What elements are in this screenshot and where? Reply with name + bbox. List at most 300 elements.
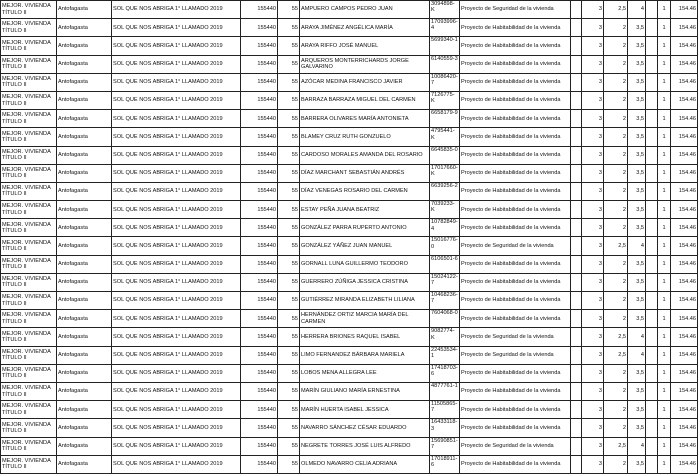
cell-n: 55 bbox=[278, 310, 300, 328]
cell-region: Antofagasta bbox=[57, 146, 112, 164]
cell-c3: 3,5 bbox=[628, 364, 646, 382]
cell-region: Antofagasta bbox=[57, 255, 112, 273]
cell-monto: 154.46 bbox=[671, 401, 698, 419]
table-row bbox=[1, 237, 698, 255]
cell-rut: 17018911-6 bbox=[430, 455, 460, 473]
cell-region: Antofagasta bbox=[57, 419, 112, 437]
cell-rut: 15690851-7 bbox=[430, 437, 460, 455]
cell-grupo: SOL QUE NOS ABRIGA 1° LLAMADO 2019 bbox=[112, 310, 241, 328]
cell-blank bbox=[646, 437, 658, 455]
cell-codigo: 155440 bbox=[241, 73, 278, 91]
cell-region: Antofagasta bbox=[57, 219, 112, 237]
cell-codigo: 155440 bbox=[241, 219, 278, 237]
cell-monto: 154.46 bbox=[671, 19, 698, 37]
cell-c3: 4 bbox=[628, 346, 646, 364]
cell-region: Antofagasta bbox=[57, 292, 112, 310]
cell-grupo: SOL QUE NOS ABRIGA 1° LLAMADO 2019 bbox=[112, 146, 241, 164]
cell-proyecto: Proyecto de Habitabilidad de la vivienda bbox=[460, 273, 571, 291]
cell-region: Antofagasta bbox=[57, 182, 112, 200]
cell-c1: 3 bbox=[582, 110, 604, 128]
cell-tipo: MEJOR. VIVIENDA TÍTULO II bbox=[1, 146, 57, 164]
cell-tipo: MEJOR. VIVIENDA TÍTULO II bbox=[1, 437, 57, 455]
cell-c2: 2 bbox=[604, 310, 628, 328]
cell-nombre: GONZÁLEZ YÁÑEZ JUAN MANUEL bbox=[300, 237, 430, 255]
cell-c4: 1 bbox=[658, 182, 671, 200]
cell-grupo: SOL QUE NOS ABRIGA 1° LLAMADO 2019 bbox=[112, 19, 241, 37]
cell-c2: 2,5 bbox=[604, 1, 628, 19]
table-row bbox=[1, 419, 698, 437]
cell-codigo: 155440 bbox=[241, 437, 278, 455]
cell-region: Antofagasta bbox=[57, 401, 112, 419]
cell-grupo: SOL QUE NOS ABRIGA 1° LLAMADO 2019 bbox=[112, 55, 241, 73]
cell-c4: 1 bbox=[658, 455, 671, 473]
table-row bbox=[1, 346, 698, 364]
cell-c2: 2 bbox=[604, 419, 628, 437]
cell-region: Antofagasta bbox=[57, 19, 112, 37]
table-row bbox=[1, 182, 698, 200]
cell-region: Antofagasta bbox=[57, 73, 112, 91]
cell-grupo: SOL QUE NOS ABRIGA 1° LLAMADO 2019 bbox=[112, 201, 241, 219]
cell-codigo: 155440 bbox=[241, 19, 278, 37]
cell-c4: 1 bbox=[658, 419, 671, 437]
cell-c4: 1 bbox=[658, 237, 671, 255]
cell-blank bbox=[646, 146, 658, 164]
cell-c2: 2 bbox=[604, 255, 628, 273]
table-row bbox=[1, 437, 698, 455]
cell-n: 55 bbox=[278, 1, 300, 19]
cell-blank bbox=[646, 382, 658, 400]
table-row bbox=[1, 1, 698, 19]
cell-nombre: CARDOSO MORALES AMANDA DEL ROSARIO bbox=[300, 146, 430, 164]
cell-blank bbox=[646, 19, 658, 37]
cell-codigo: 155440 bbox=[241, 164, 278, 182]
cell-nombre: ARQUEROS MONTERRICHARDS JORGE GALVARINO bbox=[300, 55, 430, 73]
cell-nombre: AMPUERO CAMPOS PEDRO JUAN bbox=[300, 1, 430, 19]
cell-c2: 2 bbox=[604, 273, 628, 291]
cell-proyecto: Proyecto de Seguridad de la vivienda bbox=[460, 437, 571, 455]
cell-codigo: 155440 bbox=[241, 128, 278, 146]
cell-proyecto: Proyecto de Seguridad de la vivienda bbox=[460, 1, 571, 19]
cell-c4: 1 bbox=[658, 201, 671, 219]
cell-c1: 3 bbox=[582, 437, 604, 455]
cell-n: 55 bbox=[278, 419, 300, 437]
cell-c3: 3,5 bbox=[628, 128, 646, 146]
cell-region: Antofagasta bbox=[57, 91, 112, 109]
cell-monto: 154.46 bbox=[671, 455, 698, 473]
cell-c3: 3,5 bbox=[628, 419, 646, 437]
cell-nombre: BARRAZA BARRAZA MIGUEL DEL CARMEN bbox=[300, 91, 430, 109]
table-row bbox=[1, 91, 698, 109]
cell-region: Antofagasta bbox=[57, 382, 112, 400]
cell-monto: 154.46 bbox=[671, 164, 698, 182]
cell-c4: 1 bbox=[658, 328, 671, 346]
cell-c3: 3,5 bbox=[628, 292, 646, 310]
cell-blank bbox=[571, 37, 582, 55]
cell-tipo: MEJOR. VIVIENDA TÍTULO II bbox=[1, 19, 57, 37]
cell-c1: 3 bbox=[582, 346, 604, 364]
cell-blank bbox=[571, 455, 582, 473]
cell-c1: 3 bbox=[582, 255, 604, 273]
cell-c1: 3 bbox=[582, 382, 604, 400]
cell-c1: 3 bbox=[582, 182, 604, 200]
cell-n: 55 bbox=[278, 55, 300, 73]
cell-blank bbox=[571, 364, 582, 382]
cell-proyecto: Proyecto de Habitabilidad de la vivienda bbox=[460, 110, 571, 128]
cell-nombre: OLMEDO NAVARRO CELIA ADRIANA bbox=[300, 455, 430, 473]
cell-blank bbox=[646, 237, 658, 255]
cell-n: 55 bbox=[278, 237, 300, 255]
cell-nombre: GORNALL LUNA GUILLERMO TEODORO bbox=[300, 255, 430, 273]
cell-c3: 4 bbox=[628, 1, 646, 19]
cell-blank bbox=[571, 255, 582, 273]
cell-monto: 154.46 bbox=[671, 110, 698, 128]
cell-c2: 2 bbox=[604, 164, 628, 182]
cell-grupo: SOL QUE NOS ABRIGA 1° LLAMADO 2019 bbox=[112, 255, 241, 273]
cell-rut: 3094898-K bbox=[430, 1, 460, 19]
cell-n: 55 bbox=[278, 19, 300, 37]
cell-region: Antofagasta bbox=[57, 110, 112, 128]
cell-n: 55 bbox=[278, 255, 300, 273]
cell-c2: 2,5 bbox=[604, 346, 628, 364]
cell-grupo: SOL QUE NOS ABRIGA 1° LLAMADO 2019 bbox=[112, 73, 241, 91]
cell-monto: 154.46 bbox=[671, 91, 698, 109]
cell-n: 55 bbox=[278, 110, 300, 128]
cell-proyecto: Proyecto de Seguridad de la vivienda bbox=[460, 237, 571, 255]
cell-codigo: 155440 bbox=[241, 382, 278, 400]
table-row bbox=[1, 310, 698, 328]
cell-n: 55 bbox=[278, 328, 300, 346]
cell-grupo: SOL QUE NOS ABRIGA 1° LLAMADO 2019 bbox=[112, 455, 241, 473]
cell-region: Antofagasta bbox=[57, 310, 112, 328]
cell-c2: 2 bbox=[604, 219, 628, 237]
cell-codigo: 155440 bbox=[241, 419, 278, 437]
cell-proyecto: Proyecto de Habitabilidad de la vivienda bbox=[460, 455, 571, 473]
cell-blank bbox=[646, 273, 658, 291]
cell-monto: 154.46 bbox=[671, 182, 698, 200]
cell-nombre: BLAMEY CRUZ RUTH GONZUELO bbox=[300, 128, 430, 146]
cell-proyecto: Proyecto de Habitabilidad de la vivienda bbox=[460, 382, 571, 400]
cell-rut: 6658179-9 bbox=[430, 110, 460, 128]
cell-proyecto: Proyecto de Habitabilidad de la vivienda bbox=[460, 310, 571, 328]
cell-blank bbox=[571, 328, 582, 346]
cell-codigo: 155440 bbox=[241, 37, 278, 55]
cell-nombre: MARÍN HUERTA ISABEL JESSICA bbox=[300, 401, 430, 419]
cell-n: 55 bbox=[278, 146, 300, 164]
cell-tipo: MEJOR. VIVIENDA TÍTULO II bbox=[1, 37, 57, 55]
cell-c4: 1 bbox=[658, 346, 671, 364]
cell-blank bbox=[646, 182, 658, 200]
cell-c3: 3,5 bbox=[628, 310, 646, 328]
cell-grupo: SOL QUE NOS ABRIGA 1° LLAMADO 2019 bbox=[112, 110, 241, 128]
cell-monto: 154.46 bbox=[671, 437, 698, 455]
cell-proyecto: Proyecto de Habitabilidad de la vivienda bbox=[460, 292, 571, 310]
cell-blank bbox=[571, 401, 582, 419]
cell-proyecto: Proyecto de Seguridad de la vivienda bbox=[460, 328, 571, 346]
cell-tipo: MEJOR. VIVIENDA TÍTULO II bbox=[1, 328, 57, 346]
cell-monto: 154.46 bbox=[671, 37, 698, 55]
cell-rut: 11505865-7 bbox=[430, 401, 460, 419]
cell-monto: 154.46 bbox=[671, 1, 698, 19]
cell-c3: 3,5 bbox=[628, 91, 646, 109]
cell-grupo: SOL QUE NOS ABRIGA 1° LLAMADO 2019 bbox=[112, 419, 241, 437]
cell-blank bbox=[571, 346, 582, 364]
cell-grupo: SOL QUE NOS ABRIGA 1° LLAMADO 2019 bbox=[112, 382, 241, 400]
cell-region: Antofagasta bbox=[57, 55, 112, 73]
cell-region: Antofagasta bbox=[57, 128, 112, 146]
cell-c4: 1 bbox=[658, 401, 671, 419]
cell-c1: 3 bbox=[582, 273, 604, 291]
cell-codigo: 155440 bbox=[241, 55, 278, 73]
cell-nombre: ARAYA JIMÉNEZ ANGÉLICA MARÍA bbox=[300, 19, 430, 37]
cell-rut: 17418703-6 bbox=[430, 364, 460, 382]
cell-n: 55 bbox=[278, 128, 300, 146]
cell-n: 55 bbox=[278, 273, 300, 291]
cell-monto: 154.46 bbox=[671, 419, 698, 437]
cell-grupo: SOL QUE NOS ABRIGA 1° LLAMADO 2019 bbox=[112, 128, 241, 146]
cell-region: Antofagasta bbox=[57, 364, 112, 382]
cell-region: Antofagasta bbox=[57, 164, 112, 182]
cell-c2: 2 bbox=[604, 182, 628, 200]
cell-blank bbox=[646, 128, 658, 146]
cell-tipo: MEJOR. VIVIENDA TÍTULO II bbox=[1, 364, 57, 382]
cell-monto: 154.46 bbox=[671, 364, 698, 382]
cell-rut: 7039233-K bbox=[430, 201, 460, 219]
cell-grupo: SOL QUE NOS ABRIGA 1° LLAMADO 2019 bbox=[112, 237, 241, 255]
cell-c3: 4 bbox=[628, 437, 646, 455]
cell-monto: 154.46 bbox=[671, 128, 698, 146]
cell-tipo: MEJOR. VIVIENDA TÍTULO II bbox=[1, 382, 57, 400]
cell-blank bbox=[646, 164, 658, 182]
cell-region: Antofagasta bbox=[57, 201, 112, 219]
cell-monto: 154.46 bbox=[671, 201, 698, 219]
cell-blank bbox=[571, 219, 582, 237]
cell-c2: 2 bbox=[604, 55, 628, 73]
cell-blank bbox=[646, 364, 658, 382]
cell-nombre: GUERRERO ZÚÑIGA JESSICA CRISTINA bbox=[300, 273, 430, 291]
table-row bbox=[1, 328, 698, 346]
cell-proyecto: Proyecto de Habitabilidad de la vivienda bbox=[460, 401, 571, 419]
cell-c1: 3 bbox=[582, 292, 604, 310]
cell-codigo: 155440 bbox=[241, 273, 278, 291]
cell-c4: 1 bbox=[658, 437, 671, 455]
cell-blank bbox=[571, 73, 582, 91]
cell-rut: 10086420-7 bbox=[430, 73, 460, 91]
cell-rut: 10468236-7 bbox=[430, 292, 460, 310]
cell-c1: 3 bbox=[582, 1, 604, 19]
cell-c1: 3 bbox=[582, 219, 604, 237]
cell-rut: 6639256-2 bbox=[430, 182, 460, 200]
cell-rut: 22453534-1 bbox=[430, 346, 460, 364]
cell-region: Antofagasta bbox=[57, 1, 112, 19]
cell-rut: 16433118-3 bbox=[430, 419, 460, 437]
cell-proyecto: Proyecto de Habitabilidad de la vivienda bbox=[460, 201, 571, 219]
cell-nombre: NAVARRO SÁNCHEZ CÉSAR EDUARDO bbox=[300, 419, 430, 437]
cell-region: Antofagasta bbox=[57, 437, 112, 455]
table-row bbox=[1, 292, 698, 310]
cell-codigo: 155440 bbox=[241, 310, 278, 328]
cell-blank bbox=[571, 19, 582, 37]
cell-blank bbox=[571, 292, 582, 310]
cell-tipo: MEJOR. VIVIENDA TÍTULO II bbox=[1, 401, 57, 419]
cell-blank bbox=[571, 437, 582, 455]
cell-tipo: MEJOR. VIVIENDA TÍTULO II bbox=[1, 201, 57, 219]
cell-n: 55 bbox=[278, 201, 300, 219]
cell-blank bbox=[646, 37, 658, 55]
cell-n: 55 bbox=[278, 346, 300, 364]
cell-grupo: SOL QUE NOS ABRIGA 1° LLAMADO 2019 bbox=[112, 164, 241, 182]
table-row bbox=[1, 219, 698, 237]
cell-nombre: MARÍN GIULIANO MARÍA ERNESTINA bbox=[300, 382, 430, 400]
cell-c1: 3 bbox=[582, 419, 604, 437]
cell-c3: 3,5 bbox=[628, 382, 646, 400]
cell-c2: 2 bbox=[604, 73, 628, 91]
cell-n: 55 bbox=[278, 182, 300, 200]
cell-blank bbox=[571, 310, 582, 328]
cell-c3: 3,5 bbox=[628, 55, 646, 73]
cell-c4: 1 bbox=[658, 382, 671, 400]
cell-blank bbox=[646, 55, 658, 73]
cell-tipo: MEJOR. VIVIENDA TÍTULO II bbox=[1, 219, 57, 237]
cell-proyecto: Proyecto de Habitabilidad de la vivienda bbox=[460, 128, 571, 146]
cell-c4: 1 bbox=[658, 164, 671, 182]
table-row bbox=[1, 73, 698, 91]
cell-c1: 3 bbox=[582, 55, 604, 73]
cell-monto: 154.46 bbox=[671, 255, 698, 273]
cell-proyecto: Proyecto de Habitabilidad de la vivienda bbox=[460, 73, 571, 91]
cell-c4: 1 bbox=[658, 1, 671, 19]
cell-proyecto: Proyecto de Habitabilidad de la vivienda bbox=[460, 91, 571, 109]
cell-codigo: 155440 bbox=[241, 237, 278, 255]
cell-n: 55 bbox=[278, 455, 300, 473]
table-row bbox=[1, 37, 698, 55]
cell-tipo: MEJOR. VIVIENDA TÍTULO II bbox=[1, 91, 57, 109]
cell-grupo: SOL QUE NOS ABRIGA 1° LLAMADO 2019 bbox=[112, 328, 241, 346]
cell-tipo: MEJOR. VIVIENDA TÍTULO II bbox=[1, 55, 57, 73]
cell-c2: 2,5 bbox=[604, 237, 628, 255]
table-row bbox=[1, 19, 698, 37]
cell-tipo: MEJOR. VIVIENDA TÍTULO II bbox=[1, 292, 57, 310]
cell-c2: 2 bbox=[604, 292, 628, 310]
cell-n: 55 bbox=[278, 401, 300, 419]
cell-c4: 1 bbox=[658, 364, 671, 382]
cell-codigo: 155440 bbox=[241, 182, 278, 200]
cell-c2: 2,5 bbox=[604, 437, 628, 455]
cell-tipo: MEJOR. VIVIENDA TÍTULO II bbox=[1, 1, 57, 19]
cell-c4: 1 bbox=[658, 19, 671, 37]
cell-rut: 15024122-7 bbox=[430, 273, 460, 291]
cell-c1: 3 bbox=[582, 310, 604, 328]
cell-c2: 2,5 bbox=[604, 328, 628, 346]
cell-monto: 154.46 bbox=[671, 73, 698, 91]
cell-c2: 2 bbox=[604, 37, 628, 55]
cell-nombre: LIMO FERNANDEZ BÁRBARA MARIELA bbox=[300, 346, 430, 364]
cell-monto: 154.46 bbox=[671, 273, 698, 291]
cell-blank bbox=[646, 310, 658, 328]
cell-c1: 3 bbox=[582, 73, 604, 91]
cell-c4: 1 bbox=[658, 128, 671, 146]
cell-rut: 7126775-K bbox=[430, 91, 460, 109]
cell-c1: 3 bbox=[582, 237, 604, 255]
cell-c3: 4 bbox=[628, 328, 646, 346]
cell-c4: 1 bbox=[658, 310, 671, 328]
cell-proyecto: Proyecto de Habitabilidad de la vivienda bbox=[460, 37, 571, 55]
cell-codigo: 155440 bbox=[241, 146, 278, 164]
cell-blank bbox=[571, 237, 582, 255]
cell-tipo: MEJOR. VIVIENDA TÍTULO II bbox=[1, 73, 57, 91]
cell-tipo: MEJOR. VIVIENDA TÍTULO II bbox=[1, 164, 57, 182]
cell-rut: 6106501-6 bbox=[430, 255, 460, 273]
cell-blank bbox=[571, 1, 582, 19]
cell-tipo: MEJOR. VIVIENDA TÍTULO II bbox=[1, 346, 57, 364]
cell-blank bbox=[571, 128, 582, 146]
cell-blank bbox=[646, 346, 658, 364]
cell-c3: 3,5 bbox=[628, 401, 646, 419]
cell-c3: 3,5 bbox=[628, 219, 646, 237]
table-row bbox=[1, 401, 698, 419]
cell-tipo: MEJOR. VIVIENDA TÍTULO II bbox=[1, 182, 57, 200]
cell-c2: 2 bbox=[604, 455, 628, 473]
cell-tipo: MEJOR. VIVIENDA TÍTULO II bbox=[1, 310, 57, 328]
cell-c2: 2 bbox=[604, 364, 628, 382]
cell-tipo: MEJOR. VIVIENDA TÍTULO II bbox=[1, 455, 57, 473]
cell-blank bbox=[571, 419, 582, 437]
cell-c4: 1 bbox=[658, 219, 671, 237]
cell-proyecto: Proyecto de Seguridad de la vivienda bbox=[460, 346, 571, 364]
cell-c4: 1 bbox=[658, 292, 671, 310]
cell-tipo: MEJOR. VIVIENDA TÍTULO II bbox=[1, 237, 57, 255]
cell-blank bbox=[571, 182, 582, 200]
cell-c1: 3 bbox=[582, 37, 604, 55]
cell-c4: 1 bbox=[658, 37, 671, 55]
cell-c3: 3,5 bbox=[628, 201, 646, 219]
cell-proyecto: Proyecto de Habitabilidad de la vivienda bbox=[460, 182, 571, 200]
cell-grupo: SOL QUE NOS ABRIGA 1° LLAMADO 2019 bbox=[112, 182, 241, 200]
cell-c2: 2 bbox=[604, 201, 628, 219]
cell-grupo: SOL QUE NOS ABRIGA 1° LLAMADO 2019 bbox=[112, 401, 241, 419]
cell-c3: 4 bbox=[628, 237, 646, 255]
cell-c2: 2 bbox=[604, 19, 628, 37]
cell-blank bbox=[646, 73, 658, 91]
cell-grupo: SOL QUE NOS ABRIGA 1° LLAMADO 2019 bbox=[112, 37, 241, 55]
cell-c2: 2 bbox=[604, 146, 628, 164]
cell-c2: 2 bbox=[604, 401, 628, 419]
cell-rut: 17093996-4 bbox=[430, 19, 460, 37]
table-row bbox=[1, 201, 698, 219]
cell-nombre: DÍAZ VENEGAS ROSARIO DEL CARMEN bbox=[300, 182, 430, 200]
cell-tipo: MEJOR. VIVIENDA TÍTULO II bbox=[1, 419, 57, 437]
table-row bbox=[1, 55, 698, 73]
cell-blank bbox=[571, 164, 582, 182]
cell-n: 55 bbox=[278, 37, 300, 55]
cell-blank bbox=[646, 110, 658, 128]
cell-tipo: MEJOR. VIVIENDA TÍTULO II bbox=[1, 273, 57, 291]
cell-c1: 3 bbox=[582, 401, 604, 419]
cell-blank bbox=[646, 292, 658, 310]
cell-proyecto: Proyecto de Habitabilidad de la vivienda bbox=[460, 146, 571, 164]
cell-blank bbox=[571, 55, 582, 73]
cell-nombre: ARAYA RIFFO JOSÉ MANUEL bbox=[300, 37, 430, 55]
cell-proyecto: Proyecto de Habitabilidad de la vivienda bbox=[460, 219, 571, 237]
table-row bbox=[1, 255, 698, 273]
cell-blank bbox=[571, 273, 582, 291]
cell-blank bbox=[646, 328, 658, 346]
cell-c1: 3 bbox=[582, 164, 604, 182]
cell-c3: 3,5 bbox=[628, 164, 646, 182]
cell-codigo: 155440 bbox=[241, 328, 278, 346]
cell-c2: 2 bbox=[604, 91, 628, 109]
cell-rut: 6645835-0 bbox=[430, 146, 460, 164]
cell-blank bbox=[571, 110, 582, 128]
